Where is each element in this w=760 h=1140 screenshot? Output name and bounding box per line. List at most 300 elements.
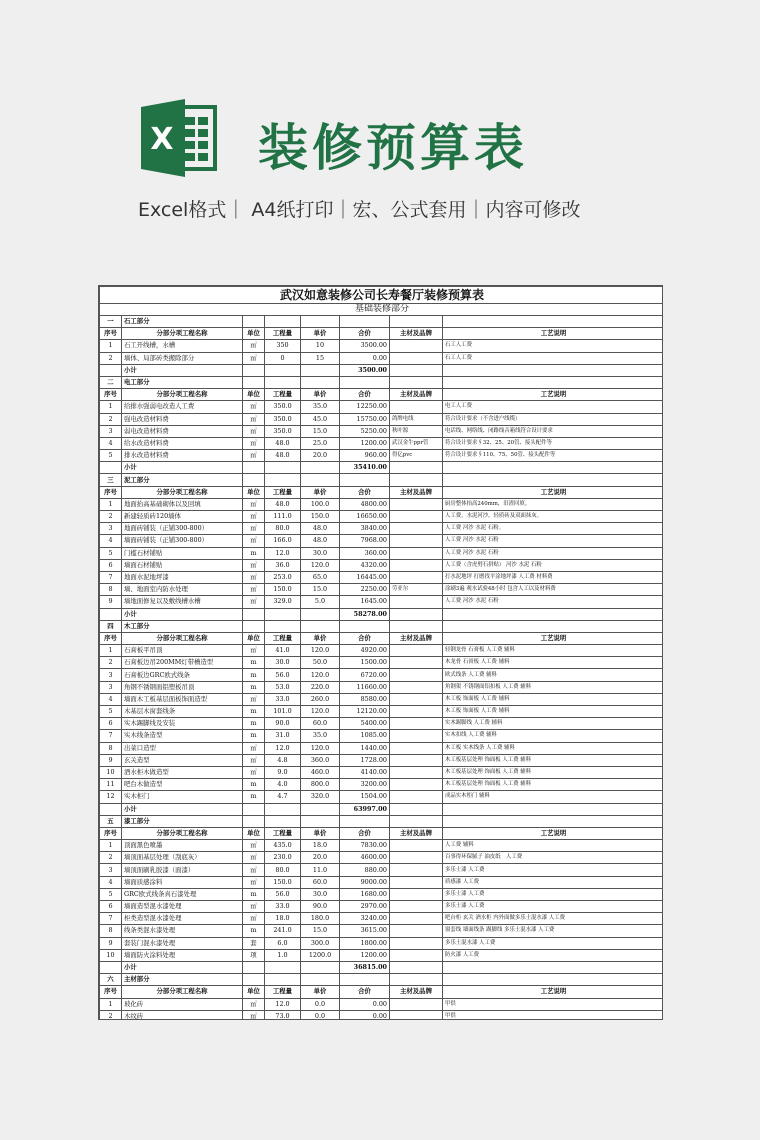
table-cell: 8 [100,584,122,596]
column-header: 分部分项工程名称 [122,827,243,839]
table-cell: 6.0 [265,937,301,949]
table-cell: 1 [100,401,122,413]
table-cell: 1440.00 [340,742,390,754]
table-cell [390,742,443,754]
section-number: 四 [100,620,122,632]
table-cell: 8 [100,742,122,754]
column-header: 单价 [301,389,340,401]
column-header: 分部分项工程名称 [122,389,243,401]
table-cell: 16445.00 [340,571,390,583]
table-cell: 1 [100,498,122,510]
table-cell: 质感漆 人工费 [443,876,664,888]
column-header: 工艺说明 [443,827,664,839]
table-cell: 套装门混水漆处理 [122,937,243,949]
column-header: 工程量 [265,328,301,340]
table-cell: 73.0 [265,1010,301,1020]
table-cell: 轻钢龙骨 石膏板 人工费 辅料 [443,645,664,657]
table-cell: 18.0 [265,913,301,925]
empty-cell [443,462,664,474]
table-row [100,852,664,864]
column-header: 分部分项工程名称 [122,486,243,498]
table-row [100,901,664,913]
table-cell: ㎡ [243,766,265,778]
empty-cell [443,364,664,376]
empty-cell [265,815,301,827]
section-header-row [100,474,664,486]
table-cell: 7 [100,730,122,742]
table-cell: 253.0 [265,571,301,583]
column-header: 工艺说明 [443,632,664,644]
table-cell: 多乐士混水漆 人工费 [443,937,664,949]
subtotal-row [100,364,664,376]
table-cell: 石膏板边吊200MM灯带槽造型 [122,657,243,669]
table-cell: 木工板基层处理 饰面板 人工费 辅料 [443,766,664,778]
column-header: 主材及品牌 [390,328,443,340]
column-header: 分部分项工程名称 [122,986,243,998]
table-row [100,425,664,437]
section-number: 五 [100,815,122,827]
table-cell: 涂刷3遍 观水试验48小时 包含人工以及材料费 [443,584,664,596]
table-cell: ㎡ [243,876,265,888]
table-cell [390,401,443,413]
table-cell: 12250.00 [340,401,390,413]
table-cell: 8580.00 [340,693,390,705]
table-cell: 36.0 [265,559,301,571]
table-cell: ㎡ [243,742,265,754]
table-cell: 48.0 [301,523,340,535]
empty-cell [243,961,265,973]
column-header: 序号 [100,486,122,498]
empty-cell [265,316,301,328]
table-cell: 多乐士漆 人工费 [443,901,664,913]
empty-cell [443,376,664,388]
column-header: 单位 [243,632,265,644]
table-cell: 4 [100,693,122,705]
table-cell: m [243,706,265,718]
empty-cell [390,364,443,376]
table-cell: ㎡ [243,852,265,864]
sheet-subtitle: 基础装修部分 [100,304,664,316]
table-cell: 符合设计要求（不含进户线缆） [443,413,664,425]
column-header: 工程量 [265,486,301,498]
table-cell [390,949,443,961]
table-cell: 48.0 [265,498,301,510]
table-cell: 4 [100,535,122,547]
table-cell: 墙面质感涂料 [122,876,243,888]
empty-cell [390,961,443,973]
column-header: 工程量 [265,389,301,401]
table-cell: 墙面造型混水漆处理 [122,901,243,913]
empty-cell [390,815,443,827]
table-cell [390,669,443,681]
table-cell: 弱电改造材料费 [122,425,243,437]
table-cell: 2 [100,657,122,669]
subtotal-value: 36815.00 [340,961,390,973]
table-cell: 7 [100,913,122,925]
column-header: 工程量 [265,986,301,998]
table-cell: 18.0 [301,840,340,852]
table-cell: 360.0 [301,754,340,766]
table-cell: 0.00 [340,352,390,364]
table-row [100,718,664,730]
column-header: 序号 [100,632,122,644]
table-cell: 166.0 [265,535,301,547]
table-cell: 木工板基层处理 饰面板 人工费 辅料 [443,754,664,766]
table-row [100,523,664,535]
table-cell: 3615.00 [340,925,390,937]
table-cell: 48.0 [265,437,301,449]
table-cell: 48.0 [301,535,340,547]
table-cell: 50.0 [301,657,340,669]
table-cell: 5 [100,450,122,462]
table-cell: ㎡ [243,998,265,1010]
table-cell: ㎡ [243,450,265,462]
table-row [100,949,664,961]
table-cell: 1085.00 [340,730,390,742]
column-header: 序号 [100,827,122,839]
page-title: 装修预算表 [258,119,528,177]
table-cell: 3 [100,681,122,693]
table-cell: 111.0 [265,511,301,523]
table-row [100,437,664,449]
empty-cell [265,620,301,632]
table-row [100,888,664,900]
empty-cell [301,961,340,973]
table-cell: 7830.00 [340,840,390,852]
empty-cell [265,961,301,973]
table-cell: ㎡ [243,864,265,876]
table-cell: 柜类造型混水漆处理 [122,913,243,925]
table-cell [390,657,443,669]
table-cell: 5 [100,547,122,559]
table-cell: 秋叶源 [390,425,443,437]
table-cell: ㎡ [243,596,265,608]
table-cell: 顶面黑色喷墨 [122,840,243,852]
empty-cell [390,316,443,328]
table-cell: 30.0 [301,888,340,900]
empty-cell [301,803,340,815]
table-cell: 人工费 河沙 水泥 石粉 [443,535,664,547]
subtotal-label: 小计 [122,364,243,376]
table-cell: ㎡ [243,425,265,437]
table-cell [390,596,443,608]
table-cell: 木龙骨 石膏板 人工费 辅料 [443,657,664,669]
table-cell: ㎡ [243,840,265,852]
column-header: 合价 [340,986,390,998]
table-cell: 4.0 [265,779,301,791]
table-cell: 20.0 [301,852,340,864]
table-cell: m [243,718,265,730]
table-cell: 符合设计要求∮32、25、20管、接头配件等 [443,437,664,449]
table-cell [390,693,443,705]
table-cell: 10 [301,340,340,352]
table-cell: 90.0 [301,901,340,913]
table-cell: 符合设计要求∮110、75、50管、接头配件等 [443,450,664,462]
empty-cell [100,462,122,474]
sheet-subtitle-row [100,304,664,316]
column-header-row [100,389,664,401]
table-cell [390,779,443,791]
subtotal-value: 35410.00 [340,462,390,474]
table-cell: 8 [100,925,122,937]
table-cell: 2 [100,852,122,864]
table-cell: 6 [100,901,122,913]
table-cell [390,840,443,852]
table-cell: 360.00 [340,547,390,559]
table-cell: 41.0 [265,645,301,657]
column-header-row [100,328,664,340]
empty-cell [390,974,443,986]
table-cell: 16650.00 [340,511,390,523]
empty-cell [443,803,664,815]
table-cell: 960.00 [340,450,390,462]
table-row [100,925,664,937]
section-header-row [100,376,664,388]
empty-cell [340,974,390,986]
table-row [100,779,664,791]
empty-cell [340,376,390,388]
table-cell: 0 [265,352,301,364]
table-cell: 300.0 [301,937,340,949]
table-cell: 1 [100,645,122,657]
empty-cell [301,815,340,827]
column-header: 序号 [100,328,122,340]
section-header-row [100,316,664,328]
empty-cell [443,974,664,986]
table-cell [390,876,443,888]
table-cell: 12 [100,791,122,803]
table-cell: 3 [100,864,122,876]
table-cell: 10 [100,949,122,961]
column-header: 合价 [340,328,390,340]
table-cell [390,852,443,864]
column-header: 序号 [100,986,122,998]
column-header: 主材及品牌 [390,827,443,839]
column-header: 单位 [243,328,265,340]
table-cell [390,571,443,583]
table-cell: 木工板 实木线条 人工费 辅料 [443,742,664,754]
empty-cell [100,803,122,815]
table-cell: ㎡ [243,584,265,596]
section-header-row [100,974,664,986]
table-cell: 电话线、网络线、闭路线音箱线符合设计要求 [443,425,664,437]
table-cell: 25.0 [301,437,340,449]
table-cell: 实木线条造型 [122,730,243,742]
table-cell: 10 [100,766,122,778]
table-cell: 45.0 [301,413,340,425]
table-cell: ㎡ [243,401,265,413]
empty-cell [301,316,340,328]
table-cell: 实木柜门 [122,791,243,803]
empty-cell [243,474,265,486]
table-cell: 9.0 [265,766,301,778]
empty-cell [243,815,265,827]
svg-text:X: X [150,122,174,157]
empty-cell [265,364,301,376]
table-cell: 20.0 [301,450,340,462]
table-cell: 墙顶面刷乳胶漆（面漆） [122,864,243,876]
table-cell: 150.0 [265,876,301,888]
empty-cell [301,620,340,632]
table-cell: 3840.00 [340,523,390,535]
table-cell: 实木踢脚线 人工费 辅料 [443,718,664,730]
table-cell: 给排水强弱电改造人工费 [122,401,243,413]
table-cell: 地面砖铺装（正铺300-800） [122,523,243,535]
table-cell: 甲供 [443,1010,664,1020]
column-header: 单价 [301,328,340,340]
table-cell [390,523,443,535]
table-cell: 窗套线 墙面线条 踢脚线 多乐士混水漆 人工费 [443,925,664,937]
empty-cell [301,974,340,986]
table-cell: 2970.00 [340,901,390,913]
table-cell: 人工费 河沙 水泥 石粉 [443,596,664,608]
table-cell: 53.0 [265,681,301,693]
table-cell [390,888,443,900]
table-cell: ㎡ [243,413,265,425]
empty-cell [443,316,664,328]
subtotal-label: 小计 [122,462,243,474]
table-cell: 强电改造材料费 [122,413,243,425]
table-cell: 5250.00 [340,425,390,437]
feature-subtitle: Excel格式｜ A4纸打印｜宏、公式套用｜内容可修改 [138,199,581,221]
table-cell: 320.0 [301,791,340,803]
table-cell: 3 [100,669,122,681]
table-cell: 1 [100,998,122,1010]
table-cell: 石膏板边GRC欧式线条 [122,669,243,681]
table-cell: 7 [100,571,122,583]
table-cell: 1800.00 [340,937,390,949]
empty-cell [243,316,265,328]
table-cell: 给水改造材料费 [122,437,243,449]
table-cell: ㎡ [243,511,265,523]
table-cell: 电工人工费 [443,401,664,413]
table-row [100,766,664,778]
table-cell: 5400.00 [340,718,390,730]
subtotal-label: 小计 [122,803,243,815]
subtotal-value: 63997.00 [340,803,390,815]
table-row [100,657,664,669]
subtotal-label: 小计 [122,961,243,973]
column-header-row [100,632,664,644]
table-cell: 排水改造材料费 [122,450,243,462]
table-cell: 9 [100,596,122,608]
table-cell: 多乐士漆 人工费 [443,864,664,876]
table-cell: 120.0 [301,706,340,718]
table-cell: 260.0 [301,693,340,705]
sheet-title-row [100,287,664,304]
table-cell: 1200.00 [340,437,390,449]
empty-cell [390,620,443,632]
table-row [100,571,664,583]
table-cell: 石膏板平吊顶 [122,645,243,657]
table-cell: 460.0 [301,766,340,778]
table-cell [390,864,443,876]
empty-cell [443,620,664,632]
table-cell: 4.7 [265,791,301,803]
table-cell: 2250.00 [340,584,390,596]
table-cell: 1645.00 [340,596,390,608]
empty-cell [390,376,443,388]
table-cell: 套 [243,937,265,949]
column-header: 单位 [243,986,265,998]
table-cell: 1.0 [265,949,301,961]
table-cell: 木工板 饰面板 人工费 辅料 [443,693,664,705]
table-row [100,791,664,803]
table-row [100,706,664,718]
table-cell: m [243,925,265,937]
table-cell: 吧台柜 玄关 酒水柜 内外面做多乐士混水漆 人工费 [443,913,664,925]
table-cell: 2 [100,1010,122,1020]
table-cell: ㎡ [243,523,265,535]
table-cell: 9 [100,937,122,949]
table-cell: ㎡ [243,352,265,364]
table-cell: 120.0 [301,559,340,571]
table-cell: 6 [100,718,122,730]
table-cell: 5.0 [301,596,340,608]
column-header: 分部分项工程名称 [122,632,243,644]
table-cell: 线条类混水漆处理 [122,925,243,937]
table-cell: 4600.00 [340,852,390,864]
table-cell: 出菜口造型 [122,742,243,754]
table-cell: 2 [100,511,122,523]
table-cell: ㎡ [243,693,265,705]
table-cell: m [243,657,265,669]
table-cell: 329.0 [265,596,301,608]
column-header-row [100,827,664,839]
table-cell: ㎡ [243,1010,265,1020]
table-cell: 150.0 [301,511,340,523]
table-cell [390,706,443,718]
table-cell: 4140.00 [340,766,390,778]
table-cell: 墙面木工板基层面板饰面造型 [122,693,243,705]
subtotal-row [100,462,664,474]
table-cell: 2 [100,413,122,425]
table-cell: 35.0 [301,401,340,413]
column-header-row [100,486,664,498]
table-row [100,876,664,888]
table-row [100,559,664,571]
table-cell: 80.0 [265,864,301,876]
column-header: 工程量 [265,827,301,839]
table-cell: 350.0 [265,425,301,437]
table-cell: 酒水柜木做造型 [122,766,243,778]
table-cell: 地面水泥地坪漆 [122,571,243,583]
table-cell: 成品实木柜门 辅料 [443,791,664,803]
table-cell: 11.0 [301,864,340,876]
empty-cell [265,462,301,474]
section-name: 木工部分 [122,620,243,632]
table-cell: 2 [100,352,122,364]
table-cell [390,998,443,1010]
empty-cell [301,474,340,486]
empty-cell [243,462,265,474]
table-cell: 木基层木窗套线条 [122,706,243,718]
table-cell: 人工费，水泥河沙，轻质砖及双面抹灰。 [443,511,664,523]
subtotal-value: 3500.00 [340,364,390,376]
empty-cell [390,474,443,486]
table-cell: 56.0 [265,888,301,900]
empty-cell [340,620,390,632]
table-cell [390,791,443,803]
column-header: 单位 [243,389,265,401]
table-cell: 1 [100,840,122,852]
table-cell: 800.0 [301,779,340,791]
table-cell: ㎡ [243,901,265,913]
table-cell: 厨房整体抬高240mm，旧渣回填。 [443,498,664,510]
table-cell: 180.0 [301,913,340,925]
empty-cell [390,608,443,620]
column-header: 单位 [243,486,265,498]
